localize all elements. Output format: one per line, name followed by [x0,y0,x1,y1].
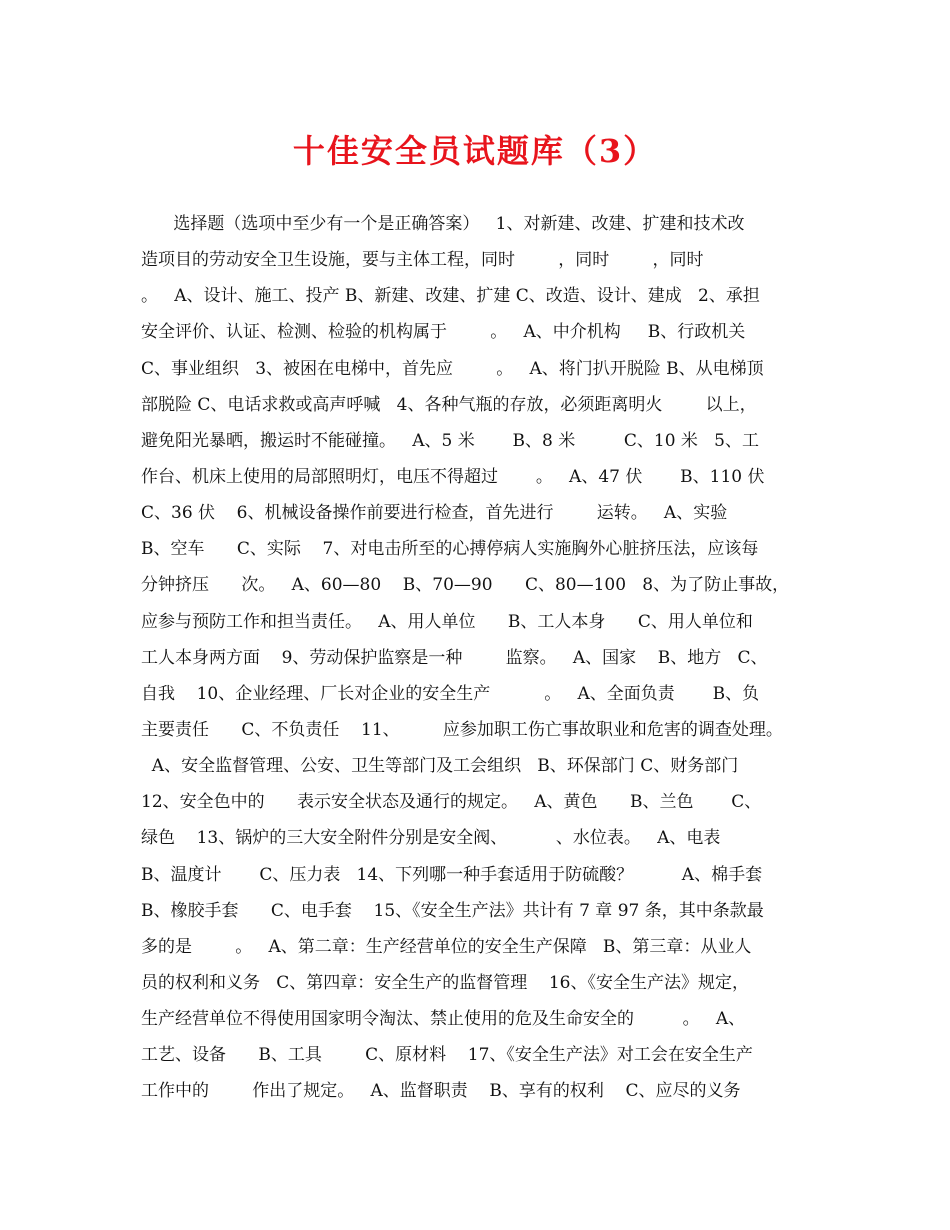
text-line: 分钟挤压 次。 A、60—80 B、70—90 C、80—100 8、为了防止事故， [141,575,790,596]
text-line: 。 A、设计、施工、投产 B、新建、改建、扩建 C、改造、设计、建成 2、承担 [141,286,760,307]
text-line: C、事业组织 3、被困在电梯中，首先应 。 A、将门扒开脱险 B、从电梯顶 [141,358,764,379]
text-line: A、安全监督管理、公安、卫生等部门及工会组织 B、环保部门 C、财务部门 [141,756,739,777]
text-line: 绿色 13、锅炉的三大安全附件分别是安全阀、 、水位表。 A、电表 [141,828,721,849]
text-line: B、橡胶手套 C、电手套 15、《安全生产法》共计有 7 章 97 条，其中条款最 [141,900,764,921]
text-line: 避免阳光暴晒，搬运时不能碰撞。 A、5 米 B、8 米 C、10 米 5、工 [141,430,759,451]
text-line: 工人本身两方面 9、劳动保护监察是一种 监察。 A、国家 B、地方 C、 [141,647,768,668]
text-line: 多的是 。 A、第二章：生产经营单位的安全生产保障 B、第三章：从业人 [141,936,752,957]
text-line: B、空车 C、实际 7、对电击所至的心搏停病人实施胸外心脏挤压法，应该每 [141,539,759,560]
text-line: 12、安全色中的 表示安全状态及通行的规定。 A、黄色 B、兰色 C、 [141,792,762,813]
text-line: C、36 伏 6、机械设备操作前要进行检查，首先进行 运转。 A、实验 [141,503,728,524]
text-line: 应参与预防工作和担当责任。 A、用人单位 B、工人本身 C、用人单位和 [141,611,753,632]
text-line: 生产经营单位不得使用国家明令淘汰、禁止使用的危及生命安全的 。 A、 [141,1009,746,1030]
text-line: 作台、机床上使用的局部照明灯，电压不得超过 。 A、47 伏 B、110 伏 [141,466,765,487]
text-line: 造项目的劳动安全卫生设施，要与主体工程，同时 ，同时 ，同时 [141,250,704,271]
text-line: 工作中的 作出了规定。 A、监督职责 B、享有的权利 C、应尽的义务 [141,1081,741,1102]
text-line: 主要责任 C、不负责任 11、 应参加职工伤亡事故职业和危害的调查处理。 [141,719,783,740]
text-line: 安全评价、认证、检测、检验的机构属于 。 A、中介机构 B、行政机关 [141,322,746,343]
text-line: B、温度计 C、压力表 14、下列哪一种手套适用于防硫酸？ A、棉手套 [141,864,763,885]
text-line: 员的权利和义务 C、第四章：安全生产的监督管理 16、《安全生产法》规定， [141,972,749,993]
text-line: 部脱险 C、电话求救或高声呼喊 4、各种气瓶的存放，必须距离明火 以上， [141,394,757,415]
text-line: 自我 10、企业经理、厂长对企业的安全生产 。 A、全面负责 B、负 [141,683,760,704]
text-line: 选择题（选项中至少有一个是正确答案） 1、对新建、改建、扩建和技术改 [141,214,745,234]
text-line: 工艺、设备 B、工具 C、原材料 17、《安全生产法》对工会在安全生产 [141,1045,753,1066]
document-body [141,206,813,1110]
document-title: 十佳安全员试题库（3） [292,132,658,170]
